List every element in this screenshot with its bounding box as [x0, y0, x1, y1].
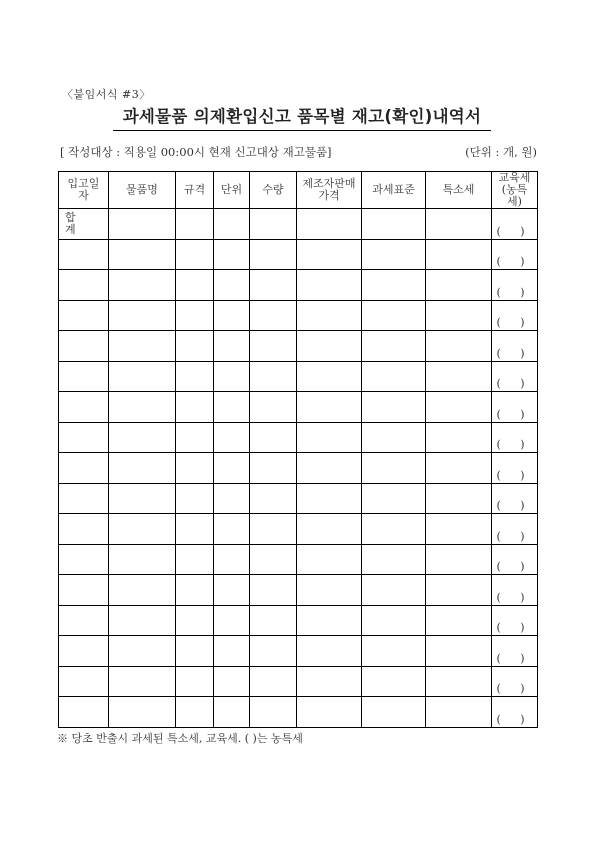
education-tax-cell [492, 605, 538, 636]
col-header-unit: 단위 [214, 172, 250, 209]
table-cell [109, 483, 176, 514]
table-cell [214, 209, 250, 240]
table-row [59, 636, 538, 667]
table-cell [250, 697, 297, 728]
table-cell [250, 453, 297, 484]
table-cell [426, 331, 492, 362]
table-cell [297, 422, 362, 453]
table-cell [250, 361, 297, 392]
rural-tax-paren: ( ) [496, 255, 533, 268]
table-cell [109, 453, 176, 484]
table-cell [362, 270, 426, 301]
table-cell [426, 453, 492, 484]
table-row [59, 453, 538, 484]
table-cell [297, 331, 362, 362]
table-cell [109, 697, 176, 728]
education-tax-cell [492, 636, 538, 667]
table-cell [297, 361, 362, 392]
table-cell [109, 605, 176, 636]
table-cell [59, 605, 109, 636]
table-cell [109, 300, 176, 331]
rural-tax-paren: ( ) [496, 377, 533, 390]
education-tax-cell [492, 666, 538, 697]
table-cell [250, 270, 297, 301]
table-cell [250, 239, 297, 270]
table-cell [362, 605, 426, 636]
col-header-education-tax: 교육세(농특세) [492, 172, 538, 209]
table-cell [59, 483, 109, 514]
table-cell [59, 300, 109, 331]
education-tax-cell [492, 422, 538, 453]
table-cell [426, 361, 492, 392]
table-cell [176, 697, 214, 728]
table-cell [176, 666, 214, 697]
inventory-table [58, 171, 538, 728]
table-row [59, 392, 538, 423]
col-header-spec: 규격 [176, 172, 214, 209]
table-cell [362, 544, 426, 575]
table-cell [176, 270, 214, 301]
table-cell [214, 514, 250, 545]
table-cell [214, 361, 250, 392]
table-cell [426, 636, 492, 667]
total-label: 합 계 [59, 209, 109, 240]
rural-tax-paren: ( ) [496, 316, 533, 329]
table-cell [214, 300, 250, 331]
table-cell [59, 697, 109, 728]
table-row [59, 270, 538, 301]
table-cell [250, 605, 297, 636]
table-cell [297, 209, 362, 240]
rural-tax-paren: ( ) [496, 651, 533, 665]
table-cell [59, 636, 109, 667]
rural-tax-paren: ( ) [496, 590, 533, 604]
education-tax-cell [492, 575, 538, 606]
table-row [59, 575, 538, 606]
table-cell [109, 331, 176, 362]
rural-tax-paren: ( ) [496, 560, 533, 573]
table-cell [214, 544, 250, 575]
table-cell [109, 422, 176, 453]
rural-tax-paren: ( ) [496, 224, 533, 238]
table-cell [297, 666, 362, 697]
table-cell [362, 575, 426, 606]
rural-tax-paren: ( ) [496, 621, 533, 634]
table-row [59, 544, 538, 575]
table-row [59, 331, 538, 362]
document-title: 과세물품 의제환입신고 품목별 재고(확인)내역서 [113, 103, 491, 131]
col-header-item-name: 물품명 [109, 172, 176, 209]
table-cell [109, 666, 176, 697]
table-cell [176, 209, 214, 240]
subject-note: [ 작성대상 : 직용일 00:00시 현재 신고대상 재고물품] [60, 145, 332, 159]
table-cell [426, 544, 492, 575]
col-header-special-tax: 특소세 [426, 172, 492, 209]
total-row [59, 209, 538, 240]
table-cell [297, 392, 362, 423]
rural-tax-paren: ( ) [496, 346, 533, 360]
table-cell [214, 453, 250, 484]
rural-tax-paren: ( ) [496, 499, 533, 512]
table-cell [214, 239, 250, 270]
education-tax-cell [492, 483, 538, 514]
table-cell [214, 605, 250, 636]
table-cell [250, 422, 297, 453]
table-cell [109, 270, 176, 301]
table-cell [297, 270, 362, 301]
table-cell [176, 575, 214, 606]
table-cell [297, 575, 362, 606]
table-cell [297, 483, 362, 514]
table-cell [297, 453, 362, 484]
table-cell [59, 331, 109, 362]
rural-tax-paren: ( ) [496, 682, 533, 695]
table-cell [109, 209, 176, 240]
col-header-quantity: 수량 [250, 172, 297, 209]
table-cell [214, 422, 250, 453]
rural-tax-paren: ( ) [496, 285, 533, 299]
table-cell [214, 270, 250, 301]
table-cell [297, 544, 362, 575]
table-cell [362, 422, 426, 453]
attachment-label: 〈붙임서식 #3〉 [62, 88, 151, 101]
table-cell [426, 270, 492, 301]
table-cell [59, 575, 109, 606]
table-cell [214, 392, 250, 423]
education-tax-cell [492, 697, 538, 728]
table-cell [250, 392, 297, 423]
table-cell [362, 239, 426, 270]
unit-note: (단위 : 개, 원) [465, 145, 537, 159]
table-cell [426, 483, 492, 514]
table-cell [426, 697, 492, 728]
table-row [59, 239, 538, 270]
table-cell [176, 422, 214, 453]
header-row [59, 172, 538, 209]
table-cell [59, 239, 109, 270]
table-row [59, 483, 538, 514]
table-cell [297, 636, 362, 667]
table-cell [214, 331, 250, 362]
table-cell [176, 453, 214, 484]
rural-tax-paren: ( ) [496, 407, 533, 421]
table-row [59, 422, 538, 453]
table-cell [214, 636, 250, 667]
table-cell [59, 392, 109, 423]
education-tax-cell [492, 331, 538, 362]
education-tax-cell [492, 514, 538, 545]
table-cell [59, 270, 109, 301]
rural-tax-paren: ( ) [496, 529, 533, 543]
table-cell [176, 331, 214, 362]
table-cell [176, 544, 214, 575]
table-cell [214, 575, 250, 606]
table-row [59, 666, 538, 697]
table-cell [59, 453, 109, 484]
table-cell [362, 453, 426, 484]
table-row [59, 300, 538, 331]
table-cell [362, 697, 426, 728]
table-cell [59, 544, 109, 575]
table-cell [297, 697, 362, 728]
col-header-date: 입고일자 [59, 172, 109, 209]
table-cell [426, 239, 492, 270]
table-cell [176, 514, 214, 545]
rural-tax-paren: ( ) [496, 712, 533, 726]
table-cell [250, 300, 297, 331]
table-cell [176, 239, 214, 270]
table-cell [297, 605, 362, 636]
table-cell [250, 666, 297, 697]
table-cell [109, 239, 176, 270]
table-cell [176, 605, 214, 636]
table-cell [176, 300, 214, 331]
education-tax-cell [492, 270, 538, 301]
col-header-manufacturer-price: 제조자판매가격 [297, 172, 362, 209]
table-cell [297, 300, 362, 331]
education-tax-cell [492, 544, 538, 575]
table-cell [176, 392, 214, 423]
table-cell [426, 514, 492, 545]
table-cell [426, 605, 492, 636]
education-tax-cell [492, 361, 538, 392]
table-cell [250, 514, 297, 545]
table-cell [214, 666, 250, 697]
table-cell [297, 514, 362, 545]
table-cell [109, 392, 176, 423]
table-cell [109, 544, 176, 575]
table-cell [362, 392, 426, 423]
table-cell [362, 331, 426, 362]
table-cell [362, 636, 426, 667]
table-cell [362, 300, 426, 331]
table-cell [362, 361, 426, 392]
table-cell [176, 361, 214, 392]
education-tax-cell [492, 392, 538, 423]
table-cell [426, 422, 492, 453]
table-cell [426, 209, 492, 240]
table-cell [176, 483, 214, 514]
rural-tax-paren: ( ) [496, 468, 533, 482]
table-cell [59, 361, 109, 392]
education-tax-cell [492, 209, 538, 240]
table-cell [250, 209, 297, 240]
table-cell [59, 422, 109, 453]
table-cell [297, 239, 362, 270]
table-cell [109, 575, 176, 606]
table-cell [362, 209, 426, 240]
table-cell [426, 666, 492, 697]
table-cell [59, 666, 109, 697]
table-cell [426, 300, 492, 331]
table-cell [214, 483, 250, 514]
education-tax-cell [492, 300, 538, 331]
table-cell [176, 636, 214, 667]
table-cell [109, 636, 176, 667]
education-tax-cell [492, 239, 538, 270]
table-cell [109, 361, 176, 392]
table-cell [426, 575, 492, 606]
table-cell [214, 697, 250, 728]
footnote: ※ 당초 반출시 과세된 특소세, 교육세. ( )는 농특세 [57, 732, 303, 745]
table-row [59, 361, 538, 392]
table-cell [250, 575, 297, 606]
table-cell [426, 392, 492, 423]
table-cell [362, 514, 426, 545]
table-cell [362, 666, 426, 697]
table-row [59, 697, 538, 728]
table-row [59, 514, 538, 545]
table-cell [250, 483, 297, 514]
table-cell [109, 514, 176, 545]
table-cell [362, 483, 426, 514]
education-tax-cell [492, 453, 538, 484]
table-cell [250, 331, 297, 362]
table-cell [59, 514, 109, 545]
col-header-tax-base: 과세표준 [362, 172, 426, 209]
table-row [59, 605, 538, 636]
table-cell [250, 636, 297, 667]
rural-tax-paren: ( ) [496, 438, 533, 451]
table-cell [250, 544, 297, 575]
